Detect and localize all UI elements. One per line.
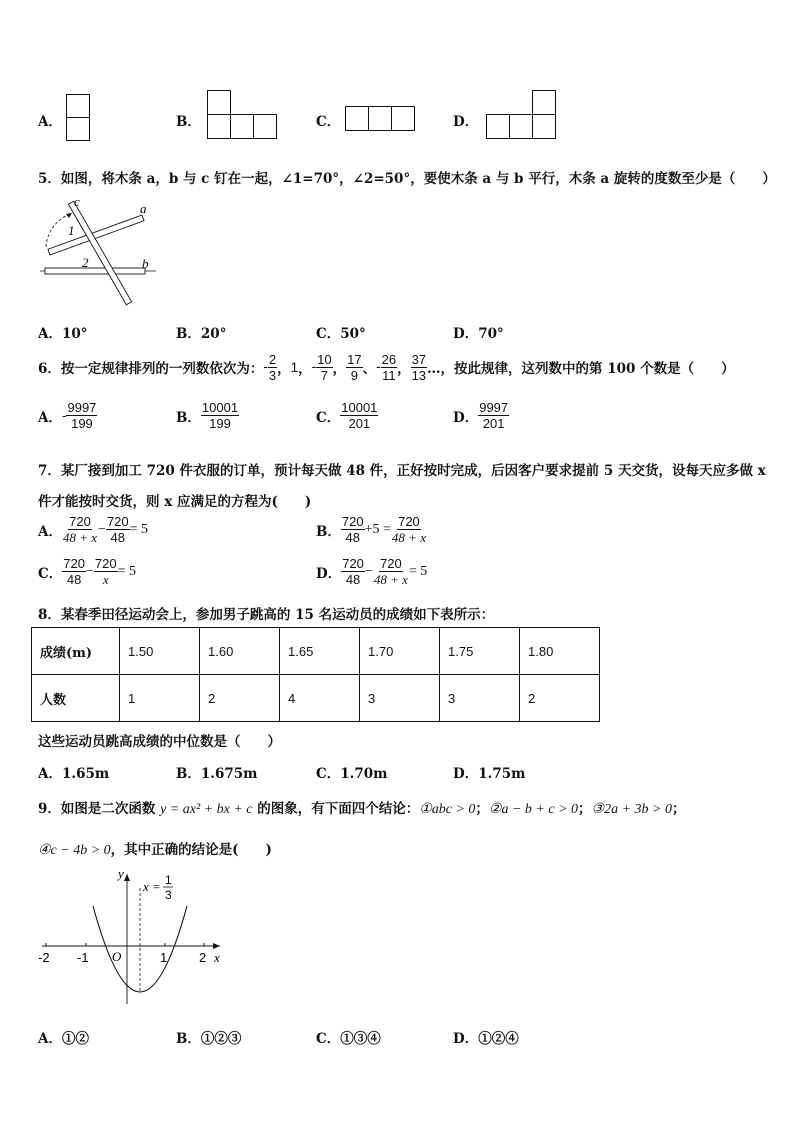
q5-label-a: a xyxy=(140,201,147,216)
table-row xyxy=(32,628,600,675)
q6-option-d: D． $\frac{9997}{201}$ xyxy=(453,400,509,431)
q4-option-d-figure xyxy=(486,90,558,140)
q5-figure xyxy=(36,195,166,307)
q5-label-2: 2 xyxy=(82,255,89,270)
q7-option-a: A． $\frac{720}{48 + x}$ − $\frac{720}{48}$ = 5 xyxy=(38,514,149,545)
q8-option-d: D．1.75m xyxy=(453,766,526,782)
q9-x-label: x xyxy=(214,950,220,965)
q6-seq-5: - $\frac{26}{11}$ xyxy=(376,351,397,383)
q7-option-b: B． $\frac{720}{48}$ +5 = $\frac{720}{48 + x}$ xyxy=(316,514,426,545)
q6-seq-3: - $\frac{10}{7}$ xyxy=(311,351,332,383)
q7-stem-line1: 7．某厂接到加工 720 件衣服的订单，预计每天做 48 件，正好按时完成，后因客户要求提前 5 天交货，设每天应多做 x xyxy=(38,463,766,479)
q8-stem: 8．某春季田径运动会上，参加男子跳高的 15 名运动员的成绩如下表所示： xyxy=(38,607,495,623)
table-cell: 1.75 xyxy=(440,628,520,675)
q5-option-d: D．70° xyxy=(453,326,504,342)
q8-option-a: A．1.65m xyxy=(38,766,110,782)
q8-question: 这些运动员跳高成绩的中位数是（ ） xyxy=(38,734,281,750)
q6-option-b: B． $\frac{10001}{199}$ xyxy=(176,400,239,431)
table-cell: 人数 xyxy=(32,675,120,722)
q4-option-c-figure xyxy=(345,106,417,132)
q5-label-b: b xyxy=(142,256,149,271)
table-cell: 2 xyxy=(200,675,280,722)
table-cell: 4 xyxy=(280,675,360,722)
q4-option-b-label: B． xyxy=(176,114,201,130)
q6-seq-2: 1 xyxy=(290,359,299,375)
q9-option-d: D．①②④ xyxy=(453,1031,519,1047)
q4-option-d-label: D． xyxy=(453,114,479,130)
q5-stem: 5．如图，将木条 a，b 与 c 钉在一起，∠1=70°，∠2=50°，要使木条 a 与 b 平行，木条 a 旋转的度数至少是（ ） xyxy=(38,171,776,187)
table-cell: 1.80 xyxy=(520,628,600,675)
q6-stem: 6．按一定规律排列的一列数依次为： - $\frac{2}{3}$ ， 1 ， - $\frac{10}{7}$ ， $\frac{17}{9}$ 、 - $\frac{26}{11}$ ， $\frac{37}{13}$ …，按此规律，这列数中的第 100 个数是（ ） xyxy=(38,351,735,383)
q6-option-c: C． $\frac{10001}{201}$ xyxy=(316,400,378,431)
q5-label-1: 1 xyxy=(68,223,75,238)
q5-label-c: c xyxy=(74,195,80,209)
q9-option-a: A．①② xyxy=(38,1031,89,1047)
q9-axis-den: 3 xyxy=(165,888,172,902)
q9-axis-num: 1 xyxy=(165,873,172,887)
q4-option-a-figure xyxy=(66,94,90,142)
table-cell: 3 xyxy=(360,675,440,722)
q9-y-label: y xyxy=(118,866,124,881)
q9-tick-label: 2 xyxy=(199,950,207,965)
q7-option-c: C． $\frac{720}{48}$ − $\frac{720}{x}$ = 5 xyxy=(38,556,136,587)
q6-option-a: A． - $\frac{9997}{199}$ xyxy=(38,400,97,431)
q6-seq-4: $\frac{17}{9}$ xyxy=(347,351,362,383)
table-cell: 3 xyxy=(440,675,520,722)
q9-axis-eq: x = xyxy=(143,879,161,894)
table-cell: 1 xyxy=(120,675,200,722)
q5-option-a: A．10° xyxy=(38,326,88,342)
q4-option-b-figure xyxy=(207,90,279,140)
q8-option-b: B．1.675m xyxy=(176,766,258,782)
q7-option-d: D． $\frac{720}{48}$ − $\frac{720}{48 + x}$ = 5 xyxy=(316,556,428,587)
q9-stem-line1: 9．如图是二次函数 y = ax² + bx + c 的图象，有下面四个结论：①abc > 0；②a − b + c > 0；③2a + 3b > 0； xyxy=(38,801,686,817)
q7-stem-line2: 件才能按时交货，则 x 应满足的方程为( ) xyxy=(38,494,312,510)
q8-score-table xyxy=(31,627,600,722)
q6-lead: 6．按一定规律排列的一列数依次为： xyxy=(38,361,264,377)
table-row xyxy=(32,675,600,722)
q6-seq-6: $\frac{37}{13}$ xyxy=(411,351,427,383)
q9-stem-line2: ④c − 4b > 0，其中正确的结论是( ) xyxy=(38,842,272,858)
q5-option-b: B．20° xyxy=(176,326,227,342)
q6-seq-1: - $\frac{2}{3}$ xyxy=(263,351,277,383)
table-cell: 1.50 xyxy=(120,628,200,675)
q6-tail: …，按此规律，这列数中的第 100 个数是（ ） xyxy=(427,361,735,377)
q4-option-c-label: C． xyxy=(316,114,341,130)
q9-origin-label: O xyxy=(112,949,122,964)
q4-option-a-label: A． xyxy=(38,114,62,130)
q5-option-c: C．50° xyxy=(316,326,366,342)
table-cell: 1.60 xyxy=(200,628,280,675)
table-cell: 成绩(m) xyxy=(32,628,120,675)
q9-parabola-graph xyxy=(36,866,232,1012)
table-cell: 2 xyxy=(520,675,600,722)
q9-tick-label: -2 xyxy=(38,950,50,965)
q9-tick-label: -1 xyxy=(77,950,89,965)
q9-option-b: B．①②③ xyxy=(176,1031,242,1047)
table-cell: 1.70 xyxy=(360,628,440,675)
table-cell: 1.65 xyxy=(280,628,360,675)
q9-tick-label: 1 xyxy=(160,950,168,965)
q8-option-c: C．1.70m xyxy=(316,766,388,782)
q9-option-c: C．①③④ xyxy=(316,1031,381,1047)
